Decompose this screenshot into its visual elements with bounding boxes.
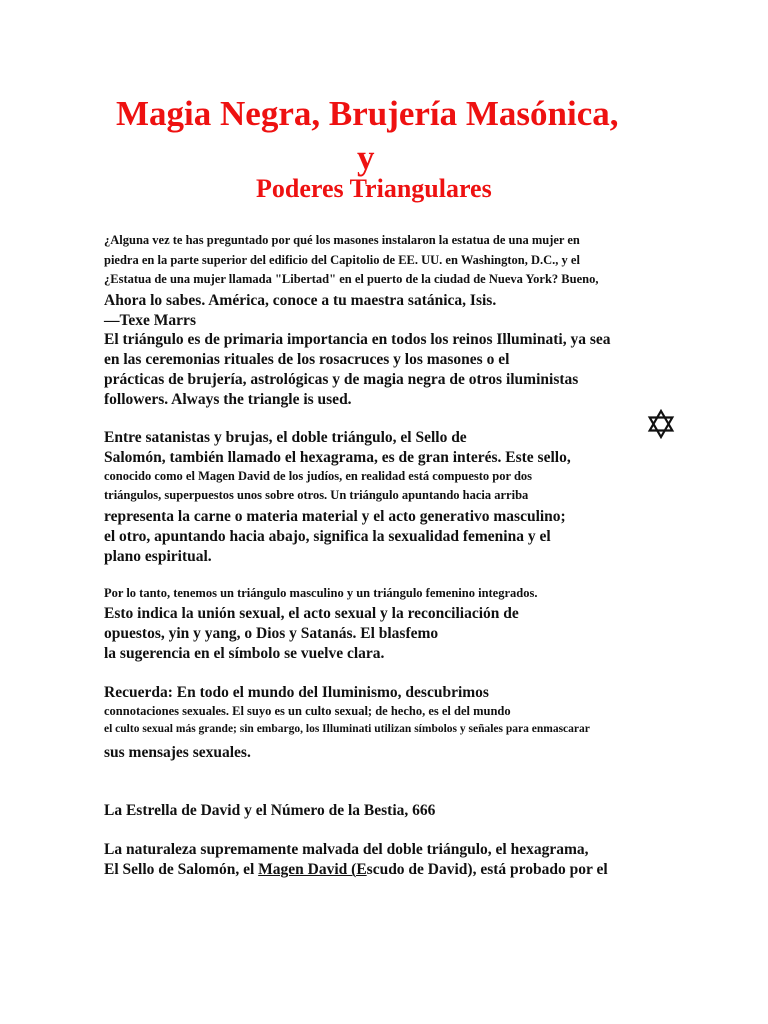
star-of-david-icon <box>646 409 676 439</box>
subtitle: Poderes Triangulares <box>256 174 492 203</box>
title-line-1: Magia Negra, Brujería Masónica, <box>116 94 619 133</box>
text-line: conocido como el Magen David de los judíos, en realidad está compuesto por dos <box>104 469 533 483</box>
text-segment: El Sello de Salomón, el <box>104 861 259 878</box>
text-line: plano espiritual. <box>104 548 212 565</box>
text-line: prácticas de brujería, astrológicas y de magia negra de otros iluministas <box>104 371 579 388</box>
text-line: en las ceremonias rituales de los rosacruces y los masones o el <box>104 351 510 368</box>
text-line: Salomón, también llamado el hexagrama, es de gran interés. Este sello, <box>104 449 571 466</box>
text-line: ¿Alguna vez te has preguntado por qué los masones instalaron la estatua de una mujer en <box>104 233 580 247</box>
text-line: el culto sexual más grande; sin embargo, los Illuminati utilizan símbolos y señales para enmascarar <box>104 723 590 735</box>
text-line: followers. Always the triangle is used. <box>104 391 352 408</box>
text-line: Entre satanistas y brujas, el doble triángulo, el Sello de <box>104 429 467 446</box>
magen-david-link[interactable]: Magen David (E <box>258 861 367 878</box>
text-segment: scudo de David), está probado por el <box>366 861 608 878</box>
text-line: Esto indica la unión sexual, el acto sexual y la reconciliación de <box>104 605 519 622</box>
text-line: ¿Estatua de una mujer llamada "Libertad" en el puerto de la ciudad de Nueva York? Bueno, <box>104 272 599 286</box>
text-line: representa la carne o materia material y el acto generativo masculino; <box>104 508 566 525</box>
text-line: Recuerda: En todo el mundo del Iluminismo, descubrimos <box>104 684 489 701</box>
text-line: Por lo tanto, tenemos un triángulo masculino y un triángulo femenino integrados. <box>104 586 538 600</box>
title-line-2: y <box>357 138 375 177</box>
text-line: La naturaleza supremamente malvada del doble triángulo, el hexagrama, <box>104 841 589 858</box>
text-line: Ahora lo sabes. América, conoce a tu maestra satánica, Isis. <box>104 292 497 309</box>
text-line: sus mensajes sexuales. <box>104 744 251 761</box>
text-line <box>104 861 608 879</box>
attribution: —Texe Marrs <box>104 312 196 329</box>
section-heading: La Estrella de David y el Número de la Bestia, 666 <box>104 802 436 819</box>
text-line: la sugerencia en el símbolo se vuelve clara. <box>104 645 385 662</box>
text-line: triángulos, superpuestos unos sobre otros. Un triángulo apuntando hacia arriba <box>104 488 529 502</box>
text-line: El triángulo es de primaria importancia en todos los reinos Illuminati, ya sea <box>104 331 611 348</box>
text-line: opuestos, yin y yang, o Dios y Satanás. El blasfemo <box>104 625 439 642</box>
text-line: connotaciones sexuales. El suyo es un culto sexual; de hecho, es el del mundo <box>104 704 511 718</box>
text-line: piedra en la parte superior del edificio del Capitolio de EE. UU. en Washington, D.C., y el <box>104 253 580 267</box>
text-line: el otro, apuntando hacia abajo, significa la sexualidad femenina y el <box>104 528 551 545</box>
